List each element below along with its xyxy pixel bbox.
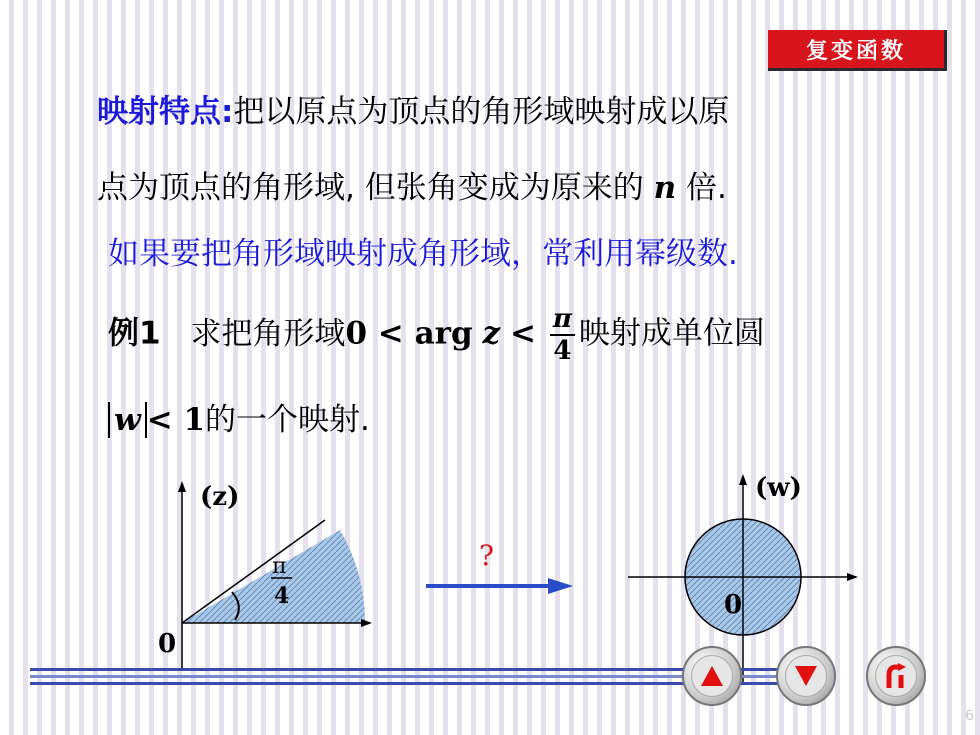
mapping-arrow-head (548, 578, 573, 594)
mapping-feature-text-2: 点为顶点的角形域, 但张角变成为原来的 (97, 170, 644, 206)
mapping-feature-text-3: 倍. (685, 170, 727, 206)
fraction-numerator: π (550, 304, 575, 336)
power-function-note: 如果要把角形域映射成角形域，常利用幂级数. (108, 236, 738, 272)
w-imag-axis-arrow (739, 474, 747, 485)
z-imag-axis-arrow (178, 481, 186, 492)
example-text-2: 映射成单位圆 (578, 315, 765, 352)
z-plane-label: (z) (200, 482, 240, 512)
z-symbol: z (482, 315, 501, 352)
next-slide-button[interactable] (776, 646, 836, 706)
unit-disk-math: < 1 (146, 402, 206, 438)
mapping-feature-label: 映射特点: (97, 94, 234, 130)
z-origin-label: 0 (158, 629, 177, 659)
down-triangle-icon (794, 665, 818, 687)
page-number: 6 (965, 708, 974, 724)
n-symbol: n (653, 170, 677, 206)
next-slide-button-face (785, 655, 827, 697)
return-button-face (875, 655, 917, 697)
mapping-question-mark: ? (479, 539, 495, 572)
prev-slide-button[interactable] (682, 646, 742, 706)
mapping-feature-text: 把以原点为顶点的角形域映射成以原 (233, 94, 730, 130)
footer-divider-mid (30, 675, 790, 678)
z-angle-den: 4 (274, 583, 290, 609)
z-real-axis-arrow (361, 619, 372, 627)
unit-disk-text: 的一个映射. (205, 402, 370, 438)
example-text: 求把角形域 (190, 315, 346, 352)
example-math: 0 < arg (345, 315, 473, 352)
return-arrow-icon (884, 663, 908, 689)
w-plane-label: (w) (755, 473, 802, 503)
lt-symbol: < (510, 315, 536, 352)
z-angle-num: π (272, 554, 287, 579)
example-label: 例1 (108, 315, 161, 352)
w-origin-label: 0 (724, 590, 743, 620)
footer-divider-bottom (30, 682, 790, 685)
return-button[interactable] (866, 646, 926, 706)
up-triangle-icon (700, 665, 724, 687)
course-title-badge: 复变函数 (768, 30, 947, 71)
w-symbol: w (114, 402, 141, 438)
fraction-denominator: 4 (553, 336, 572, 366)
footer-divider-top (30, 668, 790, 671)
w-real-axis-arrow (847, 573, 858, 581)
prev-slide-button-face (691, 655, 733, 697)
